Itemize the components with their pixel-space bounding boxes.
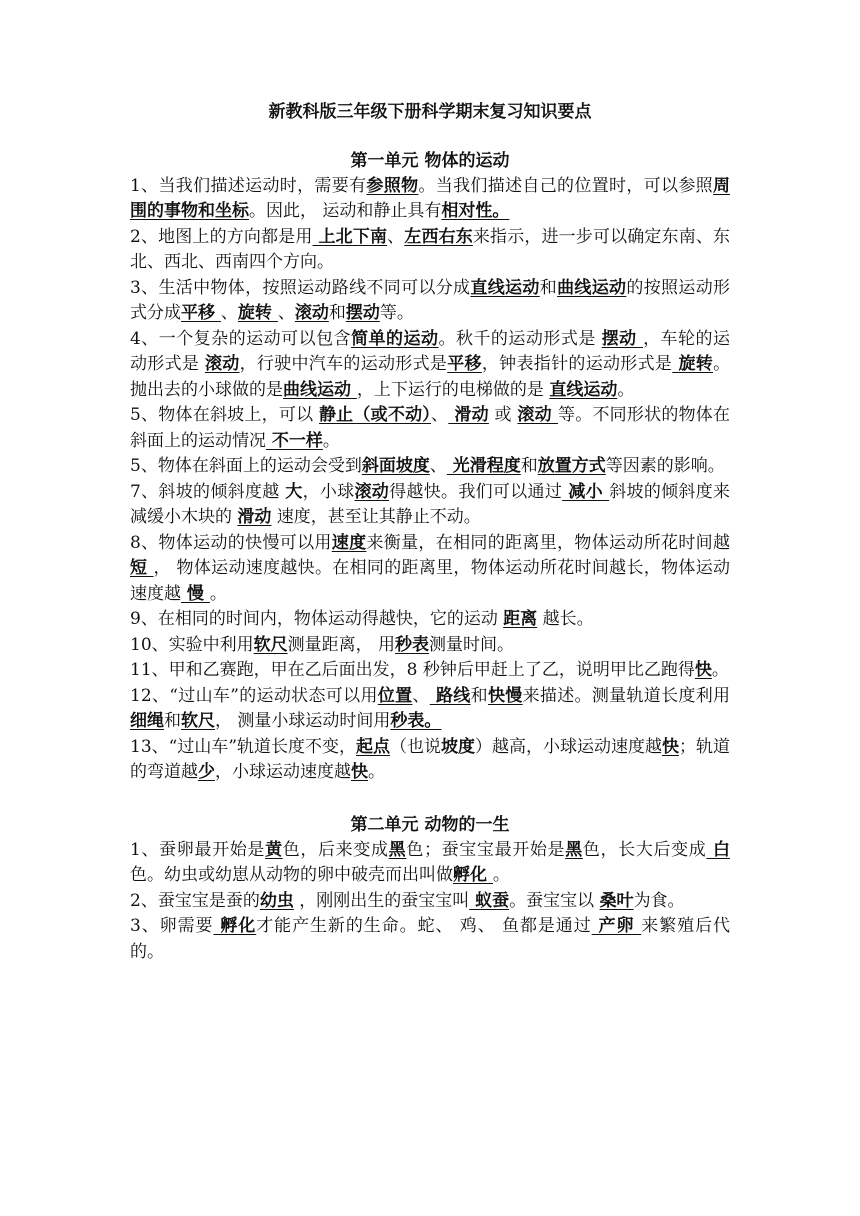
answer-keyword: 不一样 [266, 430, 323, 451]
document-title: 新教科版三年级下册科学期末复习知识要点 [268, 102, 592, 122]
item-text: ， 物体运动速度越快。在相同的距离里，物体运动所花时间越长，物体运动速度越 [130, 558, 730, 604]
document-body [130, 148, 730, 966]
answer-keyword: 直线运动 [470, 277, 540, 298]
item-text: 5、物体在斜面上的运动会受到 [130, 456, 362, 476]
answer-keyword: 滚动 [204, 354, 240, 374]
item-text: ， 测量小球运动时间用 [215, 711, 391, 731]
knowledge-point [130, 174, 730, 225]
item-text: 。 [322, 430, 340, 451]
answer-keyword: 秒表 [395, 634, 430, 655]
answer-keyword: 位置 [377, 685, 413, 706]
item-text: 。因此， 运动和静止具有 [249, 201, 442, 221]
item-text: 。 [209, 583, 227, 604]
item-text: 2、地图上的方向都是用 [130, 226, 313, 247]
item-text: 9、在相同的时间内，物体运动得越快，它的运动 [130, 609, 504, 629]
item-text: 、 [431, 405, 449, 425]
answer-keyword: 桑叶 [599, 890, 634, 911]
item-text: 和 [520, 456, 538, 476]
answer-keyword: 距离 [503, 609, 538, 629]
item-text: 色，后来变成 [282, 839, 389, 860]
knowledge-point [130, 607, 730, 633]
item-text: 2、蚕宝宝是蚕的 [130, 890, 260, 911]
knowledge-point [130, 914, 730, 965]
answer-keyword: 黑 [565, 839, 583, 860]
item-text: 速度，甚至让其静止不动。 [271, 507, 481, 527]
answer-keyword: 蚁蚕 [469, 890, 510, 911]
answer-keyword: 平移 [447, 354, 482, 374]
answer-keyword: 短 [130, 558, 154, 578]
item-text: 1、当我们描述运动时，需要有 [130, 175, 367, 196]
answer-keyword: 旋转 [672, 354, 714, 374]
answer-keyword: 软尺 [181, 711, 215, 731]
item-text: 为食。 [633, 890, 685, 911]
item-text: ，小球 [302, 481, 355, 502]
answer-keyword: 摆动 [601, 328, 644, 349]
item-text: ，刚刚出生的蚕宝宝叫 [293, 890, 470, 911]
item-text: 和 [328, 303, 346, 323]
item-text: 。 [711, 660, 729, 680]
answer-keyword: 快慢 [487, 685, 523, 706]
knowledge-point [130, 838, 730, 889]
item-text: 5、物体在斜坡上，可以 [130, 405, 319, 425]
knowledge-point [130, 327, 730, 404]
item-text: 和 [539, 277, 558, 298]
item-text: 的按照运动形式分成 [130, 277, 731, 323]
item-text: ，上下运行的电梯做的是 [356, 379, 550, 400]
answer-keyword: 产卵 [591, 916, 642, 936]
answer-keyword: 光滑程度 [446, 456, 521, 476]
item-text: ，小球运动速度越 [215, 762, 351, 782]
answer-keyword: 曲线运动 [557, 277, 627, 298]
item-text: 色；蚕宝宝最开始是 [406, 839, 566, 860]
answer-keyword: 减小 [562, 481, 610, 502]
item-text: 。蚕宝宝以 [509, 890, 600, 911]
answer-keyword: 孵化 [213, 916, 257, 936]
knowledge-point [130, 735, 730, 786]
item-text: 3、生活中物体，按照运动路线不同可以分成 [130, 277, 471, 298]
item-text: 13、“过山车”轨道长度不变， [130, 736, 357, 757]
answer-keyword: 放置方式 [537, 456, 606, 476]
item-text: 10、实验中利用 [130, 634, 254, 655]
item-text: 和 [470, 685, 488, 706]
answer-keyword: 黄 [265, 839, 283, 860]
answer-keyword: 直线运动 [549, 379, 618, 400]
item-text: 8、物体运动的快慢可以用 [130, 532, 332, 553]
answer-keyword: 幼虫 [259, 890, 294, 911]
knowledge-point [130, 684, 730, 735]
answer-keyword: 旋转 [237, 303, 278, 323]
knowledge-point [130, 658, 730, 684]
item-text: 1、蚕卵最开始是 [130, 839, 266, 860]
item-text: ，车轮的运动形式是 [130, 328, 731, 374]
item-text: （也说 [390, 736, 442, 757]
item-text: 。 [368, 762, 385, 782]
item-text: 越长。 [537, 609, 594, 629]
item-text: 、 [277, 303, 295, 323]
item-text: 色，长大后变成 [582, 839, 707, 860]
item-text: 4、一个复杂的运动可以包含 [130, 328, 352, 349]
knowledge-point [130, 480, 730, 531]
answer-keyword: 速度 [331, 532, 367, 553]
item-text: 来衡量，在相同的距离里，物体运动所花时间越 [366, 532, 731, 553]
knowledge-point [130, 276, 730, 327]
answer-keyword: 黑 [388, 839, 407, 860]
knowledge-point [130, 633, 730, 659]
answer-keyword: 秒表。 [390, 711, 442, 731]
item-text: 得越快。我们可以通过 [389, 481, 563, 502]
item-text: 才能产生新的生命。蛇、 鸡、 鱼都是通过 [256, 916, 592, 936]
item-text: 来指示，进一步可以确定东南、东北、西北、西南四个方向。 [130, 226, 731, 272]
answer-keyword: 简单的运动 [351, 328, 439, 349]
unit-section [130, 812, 730, 966]
answer-keyword-plain: 大 [285, 481, 303, 502]
answer-keyword: 快 [351, 762, 368, 782]
answer-keyword: 路线 [429, 685, 471, 706]
item-text: 。 [492, 865, 510, 885]
answer-keyword: 白 [706, 839, 731, 860]
answer-keyword: 左西右东 [404, 226, 473, 247]
item-text: 。秋千的运动形式是 [438, 328, 602, 349]
item-text: 、 [429, 456, 447, 476]
item-text: ，行驶中汽车的运动形式是 [239, 354, 448, 374]
item-text: 。抛出去的小球做的是 [130, 354, 731, 400]
answer-keyword: 斜面坡度 [361, 456, 430, 476]
item-text: 来描述。测量轨道长度利用 [522, 685, 731, 706]
item-text: 。 [617, 379, 635, 400]
answer-keyword: 少 [198, 762, 215, 782]
item-text: 斜坡的倾斜度来减缓小木块的 [130, 481, 731, 527]
answer-keyword: 曲线运动 [283, 379, 357, 400]
answer-keyword: 参照物 [366, 175, 419, 196]
knowledge-point [130, 889, 730, 915]
item-text: 测量时间。 [429, 634, 515, 655]
answer-keyword: 软尺 [253, 634, 288, 655]
answer-keyword: 孵化 [453, 865, 493, 885]
answer-keyword: 相对性。 [441, 201, 510, 221]
knowledge-point [130, 225, 730, 276]
answer-keyword: 细绳 [130, 711, 164, 731]
item-text: ）越高，小球运动速度越 [475, 736, 663, 757]
answer-keyword: 起点 [356, 736, 391, 757]
answer-keyword: 周围的事物和坐标 [130, 175, 731, 221]
answer-keyword: 平移 [181, 303, 221, 323]
item-text: 11、甲和乙赛跑，甲在乙后面出发，8 秒钟后甲赶上了乙，说明甲比乙跑得 [130, 660, 695, 680]
knowledge-point [130, 531, 730, 608]
item-text: 和 [164, 711, 181, 731]
item-text: ，钟表指针的运动形式是 [481, 354, 673, 374]
answer-keyword: 快 [694, 660, 712, 680]
item-text: ；轨道的弯道越 [130, 736, 731, 782]
item-text: 7、斜坡的倾斜度越 [130, 481, 286, 502]
item-text: 或 [488, 405, 518, 425]
unit-section [130, 148, 730, 786]
answer-keyword: 快 [662, 736, 680, 757]
answer-keyword: 慢 [181, 583, 210, 604]
answer-keyword: 滚动 [354, 481, 390, 502]
knowledge-point [130, 454, 730, 480]
answer-keyword: 滚动 [517, 405, 558, 425]
item-text: 12、“过山车”的运动状态可以用 [130, 685, 378, 706]
answer-keyword: 滑动 [448, 405, 489, 425]
item-text: 等。 [379, 303, 414, 323]
item-text: 、 [387, 226, 405, 247]
item-text: 等因素的影响。 [605, 456, 725, 476]
item-text: 来繁殖后代的。 [130, 916, 730, 962]
item-text: 。当我们描述自己的位置时，可以参照 [418, 175, 714, 196]
item-text: 、 [412, 685, 430, 706]
answer-keyword: 静止（或不动） [318, 405, 432, 425]
answer-keyword: 滚动 [294, 303, 329, 323]
item-text: 测量距离， 用 [287, 634, 396, 655]
section-title: 第一单元 物体的运动 [350, 150, 510, 171]
knowledge-point [130, 403, 730, 454]
section-title: 第二单元 动物的一生 [350, 814, 510, 835]
answer-keyword: 滑动 [237, 507, 272, 527]
answer-keyword: 上北下南 [312, 226, 388, 247]
answer-keyword: 摆动 [345, 303, 380, 323]
item-text: 3、卵需要 [130, 916, 214, 936]
item-text: 色。幼虫或幼崽从动物的卵中破壳而出叫做 [130, 865, 453, 885]
item-text: 、 [220, 303, 238, 323]
answer-keyword-plain: 坡度 [441, 736, 476, 757]
item-text: 等。不同形状的物体在斜面上的运动情况 [130, 405, 731, 451]
